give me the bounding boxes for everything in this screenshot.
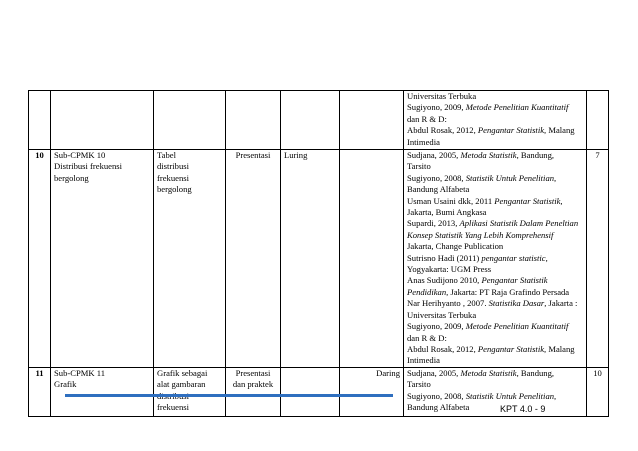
reference-pre: Sugiyono, 2008, <box>407 172 466 183</box>
reference-line <box>407 230 583 241</box>
reference-pre: Anas Sudijono 2010, <box>407 275 482 286</box>
references-cell <box>404 367 587 416</box>
reference-pre: Intimedia <box>407 355 440 366</box>
table-row <box>29 91 609 150</box>
luring-cell <box>281 91 340 150</box>
cell-line: bergolong <box>54 172 89 183</box>
reference-post: , <box>554 172 557 183</box>
reference-pre: Nar Herihyanto , 2007. <box>407 298 489 309</box>
reference-post: , <box>560 195 563 206</box>
reference-pre: Sudjana, 2005, <box>407 150 461 160</box>
reference-it: Statistik Untuk Penelitian <box>465 390 555 401</box>
cell-line: Presentasi <box>235 150 271 160</box>
reference-line <box>407 298 583 309</box>
reference-it: Konsep Statistik Yang Lebih Komprehensif <box>407 229 554 240</box>
reference-pre: Yogyakarta: UGM Press <box>407 264 492 275</box>
reference-pre: Jakarta, Change Publication <box>407 241 504 252</box>
reference-it: Metoda Statistik <box>460 367 517 378</box>
reference-line <box>407 150 583 161</box>
reference-post: , Bandung, <box>516 367 555 378</box>
reference-line <box>407 161 583 172</box>
reference-line <box>407 333 583 344</box>
cell-line: alat gambaran <box>157 379 206 390</box>
reference-it: Pengantar Statistik <box>477 343 545 354</box>
reference-line <box>407 173 583 184</box>
footer-accent-bar <box>65 394 393 397</box>
reference-post: , <box>554 390 557 401</box>
reference-it: Statistika Dasar <box>488 298 545 309</box>
reference-pre: dan R & D: <box>407 332 447 343</box>
reference-line <box>407 137 583 148</box>
reference-pre: Universitas Terbuka <box>407 309 477 320</box>
cell-line: Tabel <box>157 150 176 160</box>
indikator-cell <box>154 91 226 150</box>
cell-line: frekuensi <box>157 401 189 412</box>
daring-cell <box>340 150 404 368</box>
reference-line <box>407 241 583 252</box>
reference-it: Pendidikan <box>407 286 447 297</box>
cell-line: bergolong <box>157 184 192 195</box>
reference-line <box>407 102 583 113</box>
reference-line <box>407 184 583 195</box>
subcpmk-cell <box>51 91 154 150</box>
method-cell <box>226 367 281 416</box>
bobot-cell: 7 <box>587 150 609 368</box>
reference-pre: Abdul Rosak, 2012, <box>407 343 478 354</box>
daring-cell: Daring <box>340 367 404 416</box>
cell-line: frekuensi <box>157 172 189 183</box>
daring-cell <box>340 91 404 150</box>
reference-it: Metode Penelitian Kuantitatif <box>465 321 569 332</box>
reference-it: Metoda Statistik <box>460 150 517 160</box>
reference-line <box>407 379 583 390</box>
reference-it: Metode Penelitian Kuantitatif <box>465 102 569 113</box>
reference-post: , Jakarta : <box>544 298 578 309</box>
reference-pre: Sutrisno Hadi (2011) <box>407 252 482 263</box>
indikator-cell <box>154 367 226 416</box>
table-row <box>29 150 609 368</box>
reference-line <box>407 253 583 264</box>
cell-line: Sub-CPMK 11 <box>54 367 106 378</box>
bobot-cell <box>587 91 609 150</box>
reference-line <box>407 355 583 366</box>
reference-it: Pengantar Statistik <box>477 125 545 136</box>
subcpmk-cell <box>51 150 154 368</box>
reference-line <box>407 125 583 136</box>
reference-line <box>407 402 583 413</box>
method-cell <box>226 91 281 150</box>
reference-line <box>407 344 583 355</box>
reference-it: Aplikasi Statistik Dalam Peneltian <box>459 218 579 229</box>
reference-post: , Bandung, <box>516 150 555 160</box>
reference-pre: Tarsito <box>407 379 431 390</box>
reference-line <box>407 287 583 298</box>
reference-line <box>407 196 583 207</box>
reference-line <box>407 368 583 379</box>
method-cell <box>226 150 281 368</box>
cell-line: Sub-CPMK 10 <box>54 150 106 160</box>
cell-line: distribusi <box>157 161 189 172</box>
reference-it: pengantar statistic <box>481 252 546 263</box>
subcpmk-cell <box>51 367 154 416</box>
cell-line: dan praktek <box>232 379 274 390</box>
reference-post: , <box>545 252 548 263</box>
reference-post: , Malang <box>544 343 575 354</box>
reference-pre: Sugiyono, 2009, <box>407 321 466 332</box>
reference-it: Pengantar Statistik <box>481 275 548 286</box>
reference-line <box>407 218 583 229</box>
cell-line: Grafik sebagai <box>157 367 208 378</box>
cell-line: Presentasi <box>235 367 271 378</box>
reference-pre: Abdul Rosak, 2012, <box>407 125 478 136</box>
reference-pre: Usman Usaini dkk, 2011 <box>407 195 495 206</box>
reference-line <box>407 391 583 402</box>
reference-pre: dan R & D: <box>407 113 447 124</box>
week-number-cell: 11 <box>29 367 51 416</box>
bobot-cell: 10 <box>587 367 609 416</box>
reference-pre: Universitas Terbuka <box>407 91 477 101</box>
reference-pre: Sudjana, 2005, <box>407 367 461 378</box>
reference-post: , Malang <box>544 125 575 136</box>
cell-line: Distribusi frekuensi <box>54 161 123 172</box>
reference-line <box>407 310 583 321</box>
luring-cell: Luring <box>281 150 340 368</box>
week-number-cell <box>29 91 51 150</box>
reference-pre: Bandung Alfabeta <box>407 401 470 412</box>
reference-pre: Intimedia <box>407 136 440 147</box>
reference-post: , Jakarta: PT Raja Grafindo Persada <box>446 286 570 297</box>
reference-pre: Sugiyono, 2009, <box>407 102 466 113</box>
reference-pre: Bandung Alfabeta <box>407 184 470 195</box>
reference-line <box>407 321 583 332</box>
indikator-cell <box>154 150 226 368</box>
reference-pre: Tarsito <box>407 161 431 172</box>
rps-table <box>28 90 609 417</box>
reference-pre: Supardi, 2013, <box>407 218 460 229</box>
reference-line <box>407 91 583 102</box>
page-footer-label: KPT 4.0 - 9 <box>500 404 546 414</box>
reference-it: Pengantar Statistik <box>494 195 561 206</box>
cell-line: Grafik <box>54 379 77 390</box>
luring-cell <box>281 367 340 416</box>
reference-line <box>407 207 583 218</box>
week-number-cell: 10 <box>29 150 51 368</box>
reference-line <box>407 114 583 125</box>
reference-it: Statistik Untuk Penelitian <box>465 172 555 183</box>
reference-pre: Sugiyono, 2008, <box>407 390 466 401</box>
reference-line <box>407 264 583 275</box>
references-cell <box>404 91 587 150</box>
table-body <box>29 91 609 417</box>
reference-pre: Jakarta, Bumi Angkasa <box>407 207 487 218</box>
reference-line <box>407 275 583 286</box>
references-cell <box>404 150 587 368</box>
